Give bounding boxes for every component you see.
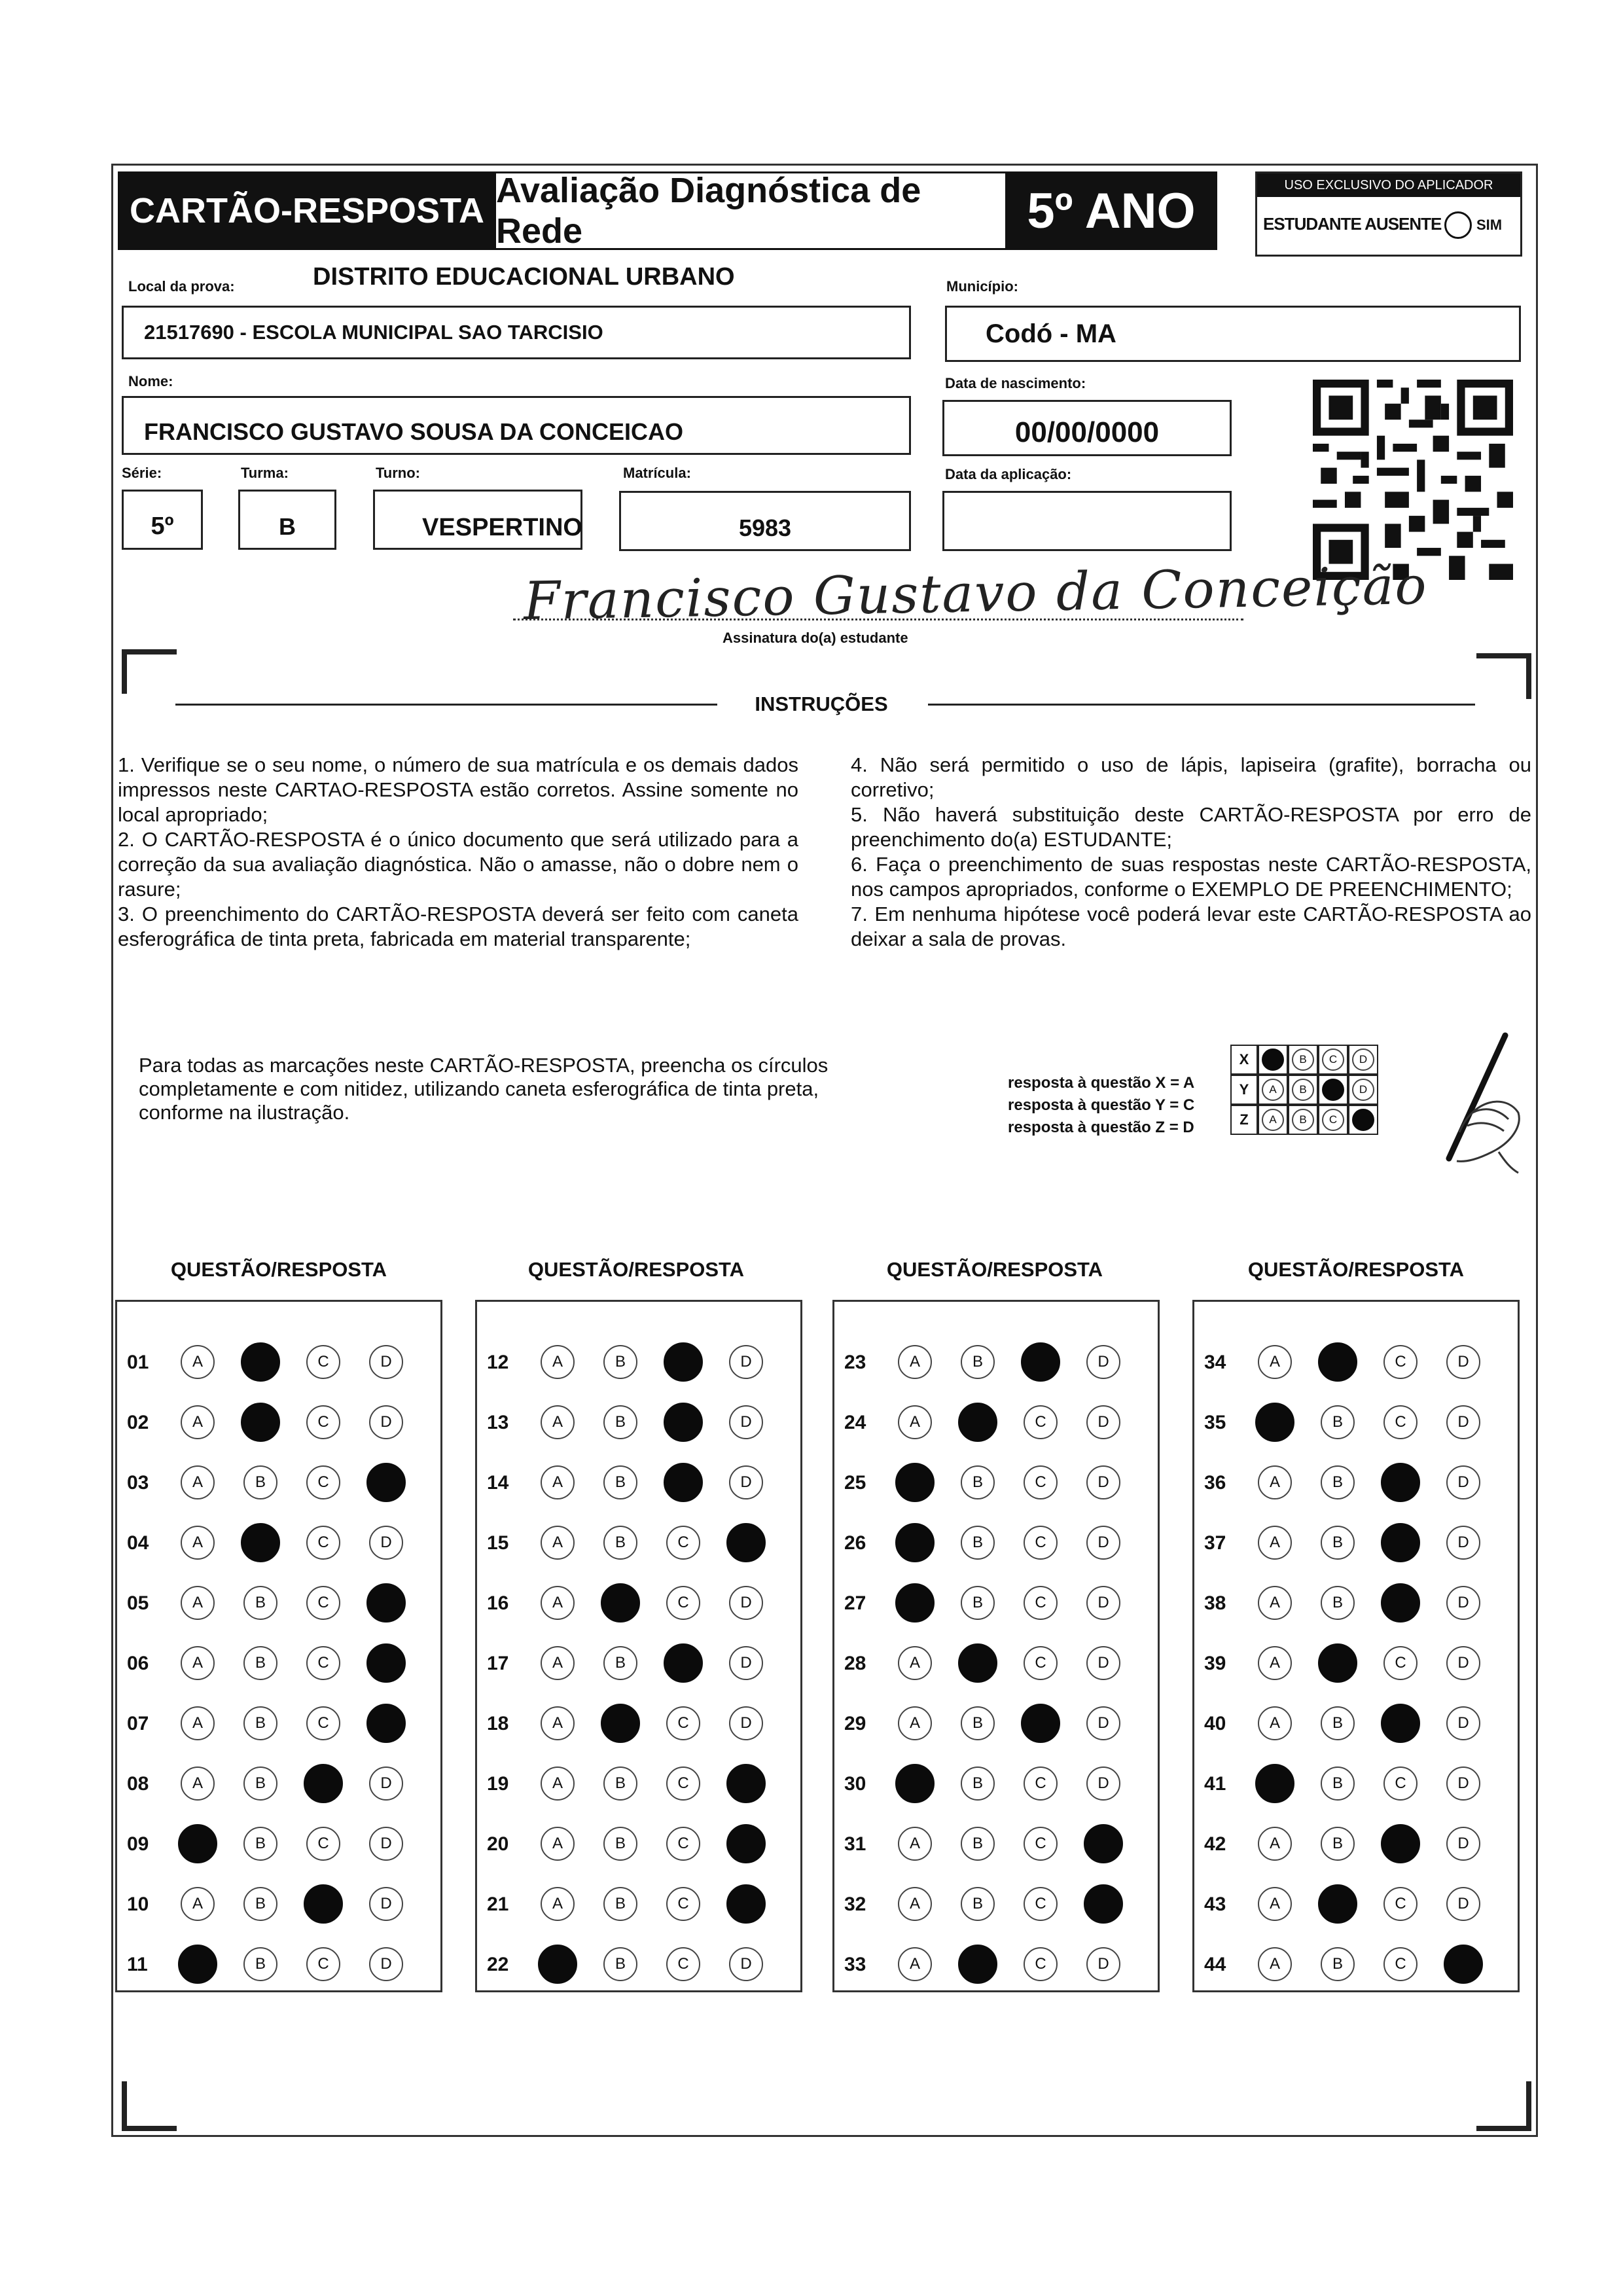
question-number: 13 xyxy=(487,1412,509,1433)
example-legend-x: resposta à questão X = A xyxy=(1008,1074,1195,1092)
question-number: 21 xyxy=(487,1893,509,1915)
answer-bubble-b[interactable]: B xyxy=(1321,1526,1355,1560)
answer-bubble-a[interactable]: A xyxy=(541,1526,575,1560)
answer-bubble-d[interactable] xyxy=(366,1463,406,1502)
question-number: 07 xyxy=(127,1713,149,1734)
question-number: 16 xyxy=(487,1592,509,1614)
answer-bubble-c[interactable] xyxy=(664,1643,703,1683)
answer-bubble-a[interactable]: A xyxy=(181,1887,215,1921)
question-number: 22 xyxy=(487,1954,509,1975)
answer-bubble-c[interactable] xyxy=(664,1342,703,1382)
answer-bubble-a[interactable]: A xyxy=(181,1345,215,1379)
answer-bubble-a[interactable] xyxy=(538,1945,577,1984)
answer-bubble-b[interactable] xyxy=(601,1704,640,1743)
answer-bubble-c[interactable]: C xyxy=(666,1887,700,1921)
instructions-rule-left xyxy=(175,704,717,706)
instruction-3: 3. O preenchimento do CARTÃO-RESPOSTA deverá ser feito com caneta esferográfica de tinta preta, fabricada em material transparente; xyxy=(118,903,798,950)
answer-bubble-c[interactable]: C xyxy=(306,1345,340,1379)
answer-bubble-c[interactable]: C xyxy=(306,1465,340,1499)
instructions-left xyxy=(118,753,798,952)
answer-bubble-a[interactable]: A xyxy=(541,1827,575,1861)
question-number: 42 xyxy=(1204,1833,1226,1855)
turno-label: Turno: xyxy=(376,465,421,481)
answer-bubble-b[interactable]: B xyxy=(603,1345,637,1379)
nome-label: Nome: xyxy=(128,373,173,389)
instruction-6: 6. Faça o preenchimento de suas respostas neste CARTÃO-RESPOSTA, nos campos apropriados, conforme o EXEMPLO DE PREENCHIMENTO; xyxy=(851,853,1531,901)
question-number: 41 xyxy=(1204,1773,1226,1795)
answer-bubble-b[interactable]: B xyxy=(243,1706,277,1740)
answer-bubble-a[interactable]: A xyxy=(1258,1586,1292,1620)
question-number: 36 xyxy=(1204,1472,1226,1494)
answer-bubble-b[interactable]: B xyxy=(243,1646,277,1680)
answer-bubble-a[interactable]: A xyxy=(541,1646,575,1680)
question-number: 27 xyxy=(844,1592,866,1614)
answer-bubble-a[interactable]: A xyxy=(541,1345,575,1379)
answer-bubble-a[interactable] xyxy=(895,1764,935,1803)
answer-bubble-a[interactable]: A xyxy=(541,1767,575,1801)
question-number: 39 xyxy=(1204,1653,1226,1674)
matricula-value: 5983 xyxy=(738,514,792,541)
answer-bubble-a[interactable]: A xyxy=(181,1586,215,1620)
question-number: 09 xyxy=(127,1833,149,1855)
answer-bubble-a[interactable] xyxy=(895,1583,935,1623)
answer-bubble-d[interactable]: D xyxy=(1086,1345,1120,1379)
answer-bubble-b[interactable]: B xyxy=(243,1887,277,1921)
answer-bubble-d[interactable]: D xyxy=(1446,1646,1480,1680)
answer-bubble-d[interactable] xyxy=(726,1824,766,1863)
answer-bubble-b[interactable] xyxy=(1318,1342,1357,1382)
question-number: 29 xyxy=(844,1713,866,1734)
answer-bubble-c[interactable]: C xyxy=(1024,1526,1058,1560)
answer-bubble-d[interactable]: D xyxy=(1086,1586,1120,1620)
corner-bottom-right-v xyxy=(1526,2081,1531,2131)
question-number: 34 xyxy=(1204,1352,1226,1373)
turma-value: B xyxy=(279,513,296,540)
answer-bubble-a[interactable]: A xyxy=(898,1646,932,1680)
answer-bubble-d[interactable] xyxy=(366,1643,406,1683)
answer-bubble-c[interactable] xyxy=(1381,1523,1420,1562)
signature-handwriting: Francisco Gustavo da Conceição xyxy=(523,554,1429,632)
answer-bubble-b[interactable]: B xyxy=(1321,1947,1355,1981)
corner-bottom-left xyxy=(122,2126,177,2131)
question-number: 24 xyxy=(844,1412,866,1433)
example-bubble-d: D xyxy=(1352,1079,1374,1101)
corner-top-right xyxy=(1476,653,1531,658)
answer-bubble-d[interactable]: D xyxy=(1446,1586,1480,1620)
question-number: 30 xyxy=(844,1773,866,1795)
example-text: Para todas as marcações neste CARTÃO-RESPOSTA, preencha os círculos completamente e com nitidez, utilizando caneta esferográfica de tinta preta, conforme na ilustração. xyxy=(139,1054,829,1124)
question-number: 33 xyxy=(844,1954,866,1975)
answer-bubble-c[interactable]: C xyxy=(1024,1887,1058,1921)
answer-bubble-b[interactable]: B xyxy=(243,1767,277,1801)
answer-bubble-a[interactable]: A xyxy=(1258,1646,1292,1680)
instructions-right xyxy=(851,753,1531,952)
question-number: 03 xyxy=(127,1472,149,1494)
answer-bubble-c[interactable]: C xyxy=(306,1706,340,1740)
answer-bubble-b[interactable]: B xyxy=(603,1405,637,1439)
school-value: 21517690 - ESCOLA MUNICIPAL SAO TARCISIO xyxy=(144,321,603,344)
answer-bubble-b[interactable]: B xyxy=(603,1887,637,1921)
absent-yes-label: SIM xyxy=(1476,217,1503,233)
question-number: 25 xyxy=(844,1472,866,1494)
card-title: CARTÃO-RESPOSTA xyxy=(118,171,496,250)
question-number: 19 xyxy=(487,1773,509,1795)
answer-bubble-c[interactable] xyxy=(1021,1342,1060,1382)
answer-bubble-d[interactable]: D xyxy=(369,1827,403,1861)
answer-bubble-b[interactable]: B xyxy=(961,1526,995,1560)
grade-badge: 5º ANO xyxy=(1005,171,1217,250)
corner-top-left xyxy=(122,649,177,655)
instruction-7: 7. Em nenhuma hipótese você poderá levar este CARTÃO-RESPOSTA ao deixar a sala de provas. xyxy=(851,903,1531,950)
corner-top-right-v xyxy=(1526,653,1531,699)
answer-bubble-d[interactable] xyxy=(366,1704,406,1743)
answer-bubble-a[interactable] xyxy=(895,1523,935,1562)
answer-bubble-b[interactable]: B xyxy=(1321,1465,1355,1499)
answer-bubble-d[interactable]: D xyxy=(1446,1887,1480,1921)
answer-bubble-d[interactable]: D xyxy=(729,1465,763,1499)
question-number: 18 xyxy=(487,1713,509,1734)
answer-bubble-c[interactable]: C xyxy=(1024,1646,1058,1680)
answer-bubble-a[interactable]: A xyxy=(1258,1706,1292,1740)
question-number: 05 xyxy=(127,1592,149,1614)
exam-title: Avaliação Diagnóstica de Rede xyxy=(496,171,1005,250)
answer-bubble-c[interactable] xyxy=(664,1463,703,1502)
question-number: 37 xyxy=(1204,1532,1226,1554)
instruction-5: 5. Não haverá substituição deste CARTÃO-RESPOSTA por erro de preenchimento do(a) ESTUDANTE; xyxy=(851,803,1531,851)
answer-bubble-b[interactable]: B xyxy=(603,1827,637,1861)
answer-bubble-b[interactable] xyxy=(241,1342,280,1382)
answer-bubble-b[interactable] xyxy=(1318,1884,1357,1924)
answer-bubble-a[interactable] xyxy=(178,1824,217,1863)
example-bubble-c: C xyxy=(1322,1049,1344,1071)
answer-bubble-c[interactable]: C xyxy=(666,1706,700,1740)
example-bubble-a: A xyxy=(1262,1109,1284,1131)
answer-bubble-d[interactable]: D xyxy=(369,1405,403,1439)
question-number: 17 xyxy=(487,1653,509,1674)
qr-code xyxy=(1313,380,1513,580)
answer-bubble-c[interactable] xyxy=(304,1764,343,1803)
answer-bubble-d[interactable]: D xyxy=(369,1947,403,1981)
question-number: 04 xyxy=(127,1532,149,1554)
answer-bubble-c[interactable]: C xyxy=(306,1646,340,1680)
answer-bubble-c[interactable]: C xyxy=(306,1405,340,1439)
example-bubble-b: B xyxy=(1292,1079,1314,1101)
question-number: 43 xyxy=(1204,1893,1226,1915)
answer-bubble-d[interactable]: D xyxy=(1086,1405,1120,1439)
answer-bubble-c[interactable]: C xyxy=(666,1586,700,1620)
serie-label: Série: xyxy=(122,465,162,481)
answer-bubble-d[interactable]: D xyxy=(369,1526,403,1560)
answer-bubble-c[interactable]: C xyxy=(1383,1947,1418,1981)
example-bubble-a xyxy=(1262,1049,1284,1071)
answer-bubble-a[interactable]: A xyxy=(541,1405,575,1439)
answer-bubble-d[interactable]: D xyxy=(729,1586,763,1620)
answer-bubble-a[interactable] xyxy=(1255,1764,1294,1803)
example-bubble-a: A xyxy=(1262,1079,1284,1101)
instructions-title: INSTRUÇÕES xyxy=(755,692,888,715)
example-bubble-b: B xyxy=(1292,1049,1314,1071)
answer-bubble-d[interactable]: D xyxy=(1446,1706,1480,1740)
answer-bubble-b[interactable]: B xyxy=(1321,1706,1355,1740)
answer-bubble-b[interactable]: B xyxy=(243,1947,277,1981)
local-value: DISTRITO EDUCACIONAL URBANO xyxy=(313,263,735,291)
answer-bubble-a[interactable]: A xyxy=(1258,1827,1292,1861)
answer-bubble-a[interactable]: A xyxy=(541,1706,575,1740)
municipio-value: Codó - MA xyxy=(986,319,1116,348)
answer-bubble-a[interactable]: A xyxy=(181,1767,215,1801)
answer-bubble-b[interactable]: B xyxy=(961,1767,995,1801)
answer-bubble-a[interactable]: A xyxy=(898,1706,932,1740)
question-number: 23 xyxy=(844,1352,866,1373)
answer-bubble-b[interactable]: B xyxy=(243,1827,277,1861)
answer-bubble-c[interactable]: C xyxy=(666,1526,700,1560)
local-label: Local da prova: xyxy=(128,278,235,295)
answer-bubble-b[interactable]: B xyxy=(961,1586,995,1620)
corner-bottom-left-v xyxy=(122,2081,127,2131)
answer-bubble-c[interactable] xyxy=(1381,1704,1420,1743)
answer-bubble-b[interactable] xyxy=(1318,1643,1357,1683)
answer-bubble-a[interactable]: A xyxy=(898,1887,932,1921)
answer-bubble-a[interactable]: A xyxy=(1258,1947,1292,1981)
answer-bubble-c[interactable]: C xyxy=(1383,1405,1418,1439)
answer-bubble-a[interactable]: A xyxy=(181,1465,215,1499)
example-row-label: X xyxy=(1230,1045,1258,1075)
answer-bubble-c[interactable]: C xyxy=(666,1947,700,1981)
answer-bubble-d[interactable]: D xyxy=(1446,1827,1480,1861)
answer-bubble-c[interactable]: C xyxy=(306,1586,340,1620)
answer-bubble-b[interactable]: B xyxy=(243,1586,277,1620)
answer-bubble-c[interactable] xyxy=(1381,1824,1420,1863)
answer-bubble-c[interactable]: C xyxy=(1024,1827,1058,1861)
turma-label: Turma: xyxy=(241,465,289,481)
answer-bubble-c[interactable]: C xyxy=(1024,1465,1058,1499)
answer-bubble-b[interactable]: B xyxy=(961,1345,995,1379)
serie-value: 5º xyxy=(151,512,174,540)
answer-bubble-d[interactable]: D xyxy=(729,1345,763,1379)
signature-caption: Assinatura do(a) estudante xyxy=(722,630,908,646)
aplicacao-value xyxy=(942,491,1232,551)
question-number: 26 xyxy=(844,1532,866,1554)
example-legend-z: resposta à questão Z = D xyxy=(1008,1119,1194,1136)
answer-bubble-b[interactable]: B xyxy=(1321,1586,1355,1620)
instruction-2: 2. O CARTÃO-RESPOSTA é o único documento que será utilizado para a correção da sua avaliação diagnóstica. Não o amasse, não o dobre nem o rasure; xyxy=(118,828,798,901)
column-title: QUESTÃO/RESPOSTA xyxy=(886,1258,1103,1281)
question-number: 40 xyxy=(1204,1713,1226,1734)
aplicacao-label: Data da aplicação: xyxy=(945,466,1072,482)
answer-bubble-a[interactable]: A xyxy=(181,1646,215,1680)
answer-bubble-b[interactable] xyxy=(241,1403,280,1442)
answer-bubble-d[interactable]: D xyxy=(1446,1526,1480,1560)
example-bubble-d xyxy=(1352,1109,1374,1131)
example-legend xyxy=(1008,1072,1194,1139)
answer-bubble-a[interactable]: A xyxy=(541,1586,575,1620)
answer-bubble-c[interactable]: C xyxy=(1024,1405,1058,1439)
absent-label: ESTUDANTE AUSENTE xyxy=(1263,214,1442,234)
answer-bubble-b[interactable] xyxy=(958,1403,997,1442)
question-number: 28 xyxy=(844,1653,866,1674)
answer-bubble-b[interactable]: B xyxy=(961,1465,995,1499)
answer-bubble-d[interactable]: D xyxy=(369,1767,403,1801)
answer-bubble-d[interactable] xyxy=(366,1583,406,1623)
answer-bubble-d[interactable]: D xyxy=(1086,1947,1120,1981)
nascimento-label: Data de nascimento: xyxy=(945,375,1086,391)
answer-bubble-a[interactable]: A xyxy=(1258,1465,1292,1499)
question-number: 32 xyxy=(844,1893,866,1915)
question-number: 15 xyxy=(487,1532,509,1554)
question-number: 12 xyxy=(487,1352,509,1373)
answer-bubble-c[interactable]: C xyxy=(1383,1767,1418,1801)
municipio-label: Município: xyxy=(946,278,1018,295)
answer-bubble-c[interactable]: C xyxy=(1024,1586,1058,1620)
answer-bubble-a[interactable]: A xyxy=(1258,1526,1292,1560)
column-title: QUESTÃO/RESPOSTA xyxy=(1247,1258,1465,1281)
answer-bubble-d[interactable]: D xyxy=(1446,1465,1480,1499)
answer-bubble-b[interactable]: B xyxy=(603,1465,637,1499)
example-row-label: Y xyxy=(1230,1075,1258,1105)
answer-bubble-c[interactable]: C xyxy=(1383,1646,1418,1680)
answer-bubble-c[interactable]: C xyxy=(1024,1947,1058,1981)
answer-bubble-d[interactable]: D xyxy=(729,1706,763,1740)
answer-bubble-d[interactable]: D xyxy=(729,1646,763,1680)
answer-bubble-a[interactable]: A xyxy=(898,1947,932,1981)
answer-bubble-b[interactable]: B xyxy=(603,1646,637,1680)
answer-bubble-d[interactable]: D xyxy=(1446,1405,1480,1439)
answer-bubble-c[interactable]: C xyxy=(306,1526,340,1560)
answer-bubble-b[interactable] xyxy=(958,1643,997,1683)
question-number: 31 xyxy=(844,1833,866,1855)
column-title: QUESTÃO/RESPOSTA xyxy=(170,1258,387,1281)
answer-bubble-c[interactable]: C xyxy=(306,1947,340,1981)
answer-bubble-b[interactable]: B xyxy=(603,1947,637,1981)
question-number: 44 xyxy=(1204,1954,1226,1975)
answer-bubble-b[interactable] xyxy=(241,1523,280,1562)
corner-top-left-v xyxy=(122,649,127,694)
answer-bubble-d[interactable] xyxy=(1084,1824,1123,1863)
question-number: 01 xyxy=(127,1352,149,1373)
answer-bubble-d[interactable]: D xyxy=(729,1405,763,1439)
answer-bubble-d[interactable]: D xyxy=(369,1887,403,1921)
answer-bubble-c[interactable]: C xyxy=(666,1827,700,1861)
example-bubble-d: D xyxy=(1352,1049,1374,1071)
hand-with-pen-icon xyxy=(1394,1028,1525,1178)
instruction-4: 4. Não será permitido o uso de lápis, lapiseira (grafite), borracha ou corretivo; xyxy=(851,753,1531,801)
answer-bubble-c[interactable]: C xyxy=(1383,1345,1418,1379)
question-number: 10 xyxy=(127,1893,149,1915)
answer-bubble-d[interactable]: D xyxy=(729,1947,763,1981)
example-row-label: Z xyxy=(1230,1105,1258,1135)
example-bubble-c: C xyxy=(1322,1109,1344,1131)
answer-bubble-d[interactable]: D xyxy=(1086,1646,1120,1680)
question-number: 06 xyxy=(127,1653,149,1674)
answer-bubble-b[interactable]: B xyxy=(603,1767,637,1801)
answer-bubble-a[interactable]: A xyxy=(541,1887,575,1921)
answer-bubble-a[interactable]: A xyxy=(1258,1887,1292,1921)
answer-bubble-d[interactable]: D xyxy=(1446,1345,1480,1379)
answer-bubble-d[interactable] xyxy=(726,1764,766,1803)
answer-bubble-b[interactable]: B xyxy=(1321,1405,1355,1439)
answer-bubble-c[interactable]: C xyxy=(1383,1887,1418,1921)
answer-bubble-a[interactable]: A xyxy=(181,1706,215,1740)
question-number: 14 xyxy=(487,1472,509,1494)
answer-bubble-b[interactable]: B xyxy=(603,1526,637,1560)
answer-bubble-d[interactable]: D xyxy=(369,1345,403,1379)
answer-bubble-b[interactable]: B xyxy=(1321,1827,1355,1861)
question-number: 11 xyxy=(127,1954,148,1975)
corner-bottom-right xyxy=(1476,2126,1531,2131)
answer-bubble-a[interactable]: A xyxy=(181,1526,215,1560)
answer-bubble-b[interactable]: B xyxy=(961,1827,995,1861)
answer-bubble-c[interactable]: C xyxy=(666,1767,700,1801)
answer-bubble-b[interactable]: B xyxy=(961,1887,995,1921)
question-number: 08 xyxy=(127,1773,149,1795)
answer-bubble-a[interactable] xyxy=(178,1945,217,1984)
turno-value: VESPERTINO xyxy=(422,513,582,541)
nome-value: FRANCISCO GUSTAVO SOUSA DA CONCEICAO xyxy=(144,418,684,445)
example-bubble-c xyxy=(1322,1079,1344,1101)
answer-bubble-a[interactable]: A xyxy=(898,1827,932,1861)
answer-bubble-a[interactable] xyxy=(895,1463,935,1502)
answer-bubble-b[interactable]: B xyxy=(243,1465,277,1499)
instructions-rule-right xyxy=(928,704,1475,706)
answer-bubble-a[interactable] xyxy=(1255,1403,1294,1442)
answer-bubble-d[interactable] xyxy=(726,1523,766,1562)
answer-bubble-c[interactable] xyxy=(664,1403,703,1442)
answer-bubble-d[interactable] xyxy=(1084,1884,1123,1924)
answer-bubble-d[interactable]: D xyxy=(1086,1706,1120,1740)
answer-bubble-d[interactable]: D xyxy=(1086,1526,1120,1560)
column-title: QUESTÃO/RESPOSTA xyxy=(527,1258,745,1281)
answer-bubble-c[interactable] xyxy=(1381,1463,1420,1502)
answer-bubble-d[interactable]: D xyxy=(1086,1767,1120,1801)
answer-bubble-a[interactable]: A xyxy=(898,1405,932,1439)
answer-bubble-a[interactable]: A xyxy=(898,1345,932,1379)
question-number: 20 xyxy=(487,1833,509,1855)
answer-bubble-d[interactable] xyxy=(726,1884,766,1924)
example-legend-y: resposta à questão Y = C xyxy=(1008,1096,1195,1114)
answer-bubble-d[interactable] xyxy=(1444,1945,1483,1984)
answer-bubble-b[interactable] xyxy=(601,1583,640,1623)
answer-bubble-c[interactable]: C xyxy=(1024,1767,1058,1801)
answer-bubble-b[interactable]: B xyxy=(961,1706,995,1740)
answer-bubble-b[interactable] xyxy=(958,1945,997,1984)
question-number: 02 xyxy=(127,1412,149,1433)
absent-checkbox[interactable] xyxy=(1444,211,1472,239)
answer-bubble-b[interactable]: B xyxy=(1321,1767,1355,1801)
answer-bubble-c[interactable] xyxy=(304,1884,343,1924)
instruction-1: 1. Verifique se o seu nome, o número de sua matrícula e os demais dados impressos neste CARTAO-RESPOSTA estão corretos. Assine somente no local apropriado; xyxy=(118,753,798,826)
matricula-label: Matrícula: xyxy=(623,465,691,481)
question-number: 35 xyxy=(1204,1412,1226,1433)
answer-bubble-d[interactable]: D xyxy=(1446,1767,1480,1801)
question-number: 38 xyxy=(1204,1592,1226,1614)
answer-bubble-a[interactable]: A xyxy=(1258,1345,1292,1379)
answer-bubble-a[interactable]: A xyxy=(181,1405,215,1439)
answer-bubble-a[interactable]: A xyxy=(541,1465,575,1499)
answer-bubble-c[interactable] xyxy=(1021,1704,1060,1743)
example-bubble-b: B xyxy=(1292,1109,1314,1131)
answer-bubble-c[interactable]: C xyxy=(306,1827,340,1861)
answer-bubble-c[interactable] xyxy=(1381,1583,1420,1623)
nascimento-value: 00/00/0000 xyxy=(1014,416,1160,448)
answer-bubble-d[interactable]: D xyxy=(1086,1465,1120,1499)
applicator-box-title: USO EXCLUSIVO DO APLICADOR xyxy=(1257,173,1520,197)
